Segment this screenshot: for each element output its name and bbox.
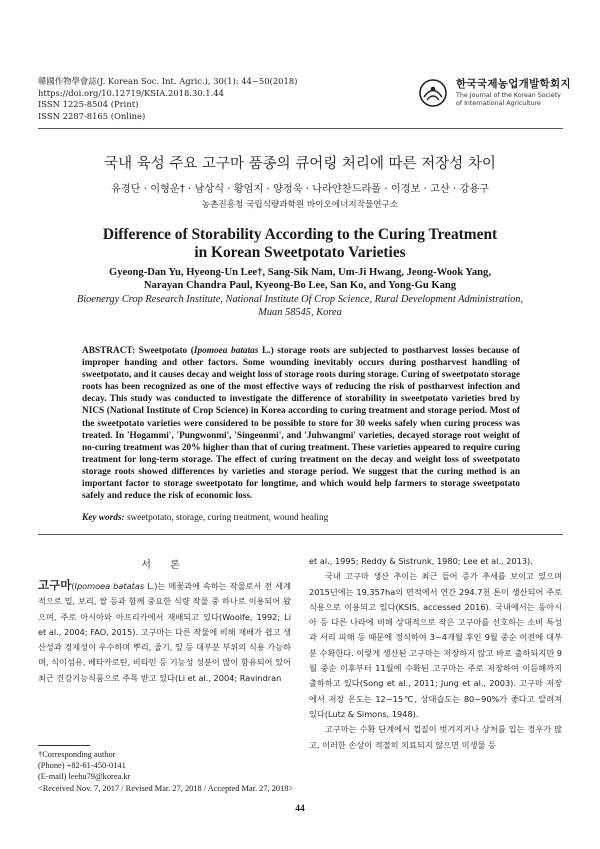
keywords [82,513,520,523]
keywords-list: sweetpotato, storage, curing treatment, wound healing [126,513,329,523]
intro-left-column [38,578,291,686]
keywords-label: Key words: [82,513,125,523]
english-title: Difference of Storability According to the Curing Treatment in Korean Sweetpotato Varieties [102,226,498,261]
species-name: Ipomoea batatas [193,346,259,356]
english-authors: Gyeong-Dan Yu, Hyeong-Un Lee†, Sang-Sik Nam, Um-Ji Hwang, Jeong-Wook Yang, Narayan Chandra Paul, Kyeong-Bo Lee, San Ko, and Yong-Gu Kang [108,267,491,291]
journal-header [38,76,297,122]
abstract-label: ABSTRACT: [82,346,136,356]
footnote-divider [38,745,90,746]
intro-paragraph-production: 국내 고구마 생산 추이는 최근 들어 증가 추세를 보이고 있으며 2015년에는 19,357ha의 면적에서 연간 294.7천 톤이 생산되어 주로 식용으로 이용되고 있다(KSIS, accessed 2016). 국내에서는 동아시아 등 다른 나라에 비해 상대적으로 작은 고구마를 선호하는 소비 특성과 서리 피해 등 때문에 정식하여 3~4개월 후인 9월 중순 이전에 대부분 수확한다. 이렇게 생산된 고구마는 저장하지 않고 바로 출하되지만 9월 중순 이후부터 11월에 수확된 고구마는 주로 저장하여 이듬해까지 출하하고 있다(Song et al., 2011; Jung et al., 2003). 고구마 저장에서 저장 온도는 12~15℃, 상대습도는 80~90%가 좋다고 알려져 있다(Lutz & Simons, 1948). [309,571,562,719]
issn-print: ISSN 1225-8504 (Print) [38,99,139,110]
footnotes [38,749,298,794]
society-name-korean: 한국국제농업개발학회지 [456,78,571,90]
society-logo [418,74,571,120]
journal-citation: 韓國作物學會誌(J. Korean Soc. Int. Agric.), 30(1): 44~50(2018) [38,76,298,86]
korean-affiliation: 농촌진흥청 국립식량과학원 바이오에너지작물연구소 [201,200,399,210]
abstract-body: storage roots are subjected to postharvest losses because of improper handing and other factors. Some wounding inevitably occurs during postharvest handling of sweetpotato, and it causes decay and weight loss of storage roots during storage. Curing of sweetpotato storage roots has been recognized as one of the most effective ways of reducing the risk of postharvest infection and decay. This study was conducted to investigate the difference of storability in sweetpotato varieties bred by NICS (National Institute of Crop Science) in Korea according to curing treatment and storage period. Most of the sweetpotato varieties were considered to be possible to store for 30 weeks safely when curing process was treated. In 'Hogammi', 'Pungwonmi', 'Singeonmi', and 'Juhwangmi' varieties, decayed storage root weight of no-curing treatment was 20% higher than that of curing treatment. These varieties appeared to require curing treatment for long-term storage. The effect of curing treatment on the decay and weight loss of sweetpotato storage roots showed differences by varieties and storage period. We suggest that the curing method is an important factor to storage sweetpotato for longtime, and which would help farmers to storage sweetpotato safely and reduce the risk of economic loss. [82,346,521,502]
korean-title: 국내 육성 주요 고구마 품종의 큐어링 처리에 따른 저장성 차이 [104,156,496,172]
intro-right-column [309,554,562,753]
english-affiliation: Bioenergy Crop Research Institute, National Institute Of Crop Science, Rural Development Administration, Muan 58545, Korea [76,294,524,319]
intro-paragraph-continued: et al., 1995; Reddy & Sistrunk, 1980; Lee et al., 2013). [309,556,533,566]
author-phone: (Phone) +82-61-450-0141 [38,761,126,771]
doi-link[interactable]: https://doi.org/10.12719/KSIA.2018.30.1.44 [38,87,224,98]
section-title-introduction: 서 론 [141,560,188,571]
header-divider [38,128,563,129]
author-email[interactable]: (E-mail) leehu79@korea.kr [38,772,131,782]
received-dates: <Received Nov. 7, 2017 / Revised Mar. 27, 2018 / Accepted Mar. 27, 2018> [38,783,294,793]
corresponding-author: †Corresponding author [38,750,116,759]
issn-online: ISSN 2287-8165 (Online) [38,110,146,121]
society-name-english: The Journal of the Korean Society of International Agriculture [456,92,561,108]
intro-paragraph-wounding: 고구마는 수확 단계에서 껍질이 벗겨지거나 상처를 입는 경우가 많고, 이러한 손상이 적절히 치료되지 않으면 미생물 등 [309,724,562,750]
intro-paragraph: 고구마(Ipomoea batatas L.)는 메꽃과에 속하는 작물로서 전 세계적으로 밀, 보리, 쌀 등과 함께 중요한 식량 작물 중 하나로 이용되어 왔으며, 주로 아시아와 아프리카에서 재배되고 있다(Woolfe, 1992; Li et al., 2004; FAO, 2015). 고구마는 다른 작물에 비해 재배가 쉽고 생산성과 경제성이 우수하며 뿌리, 줄기, 잎 등 대부분 부위의 식용 가능하며, 식이섬유, 베타카로틴, 비타민 등 기능성 성분이 많이 함유되어 있어 최근 건강기능식품으로 주목 받고 있다(Li et al., 2004; Ravindran [38,578,291,683]
page-number: 44 [295,804,305,814]
abstract: ABSTRACT: Sweetpotato (Ipomoea batatas L.) storage roots are subjected to postharvest losses because of improper handing and other factors. Some wounding inevitably occurs during postharvest handling of sweetpotato, and it causes decay and weight loss of storage roots during storage. Curing of sweetpotato storage roots has been recognized as one of the most effective ways of reducing the risk of postharvest infection and decay. This study was conducted to investigate the difference of storability in sweetpotato varieties bred by NICS (National Institute of Crop Science) in Korea according to curing treatment and storage period. Most of the sweetpotato varieties were considered to be possible to store for 30 weeks safely when curing process was treated. In 'Hogammi', 'Pungwonmi', 'Singeonmi', and 'Juhwangmi' varieties, decayed storage root weight of no-curing treatment was 20% higher than that of curing treatment. These varieties appeared to require curing treatment for long-term storage. The effect of curing treatment on the decay and weight loss of sweetpotato storage roots showed differences by varieties and storage period. We suggest that the curing method is an important factor to storage sweetpotato for longtime, and which would help farmers to storage sweetpotato safely and reduce the risk of economic loss. [82,346,521,502]
korean-authors: 유경단 · 이형운† · 남상식 · 황엄지 · 양정욱 · 나라얀찬드라폴 · 이경보 · 고산 · 강용구 [110,184,490,195]
society-emblem-icon [418,78,448,108]
abstract-divider [38,534,563,535]
